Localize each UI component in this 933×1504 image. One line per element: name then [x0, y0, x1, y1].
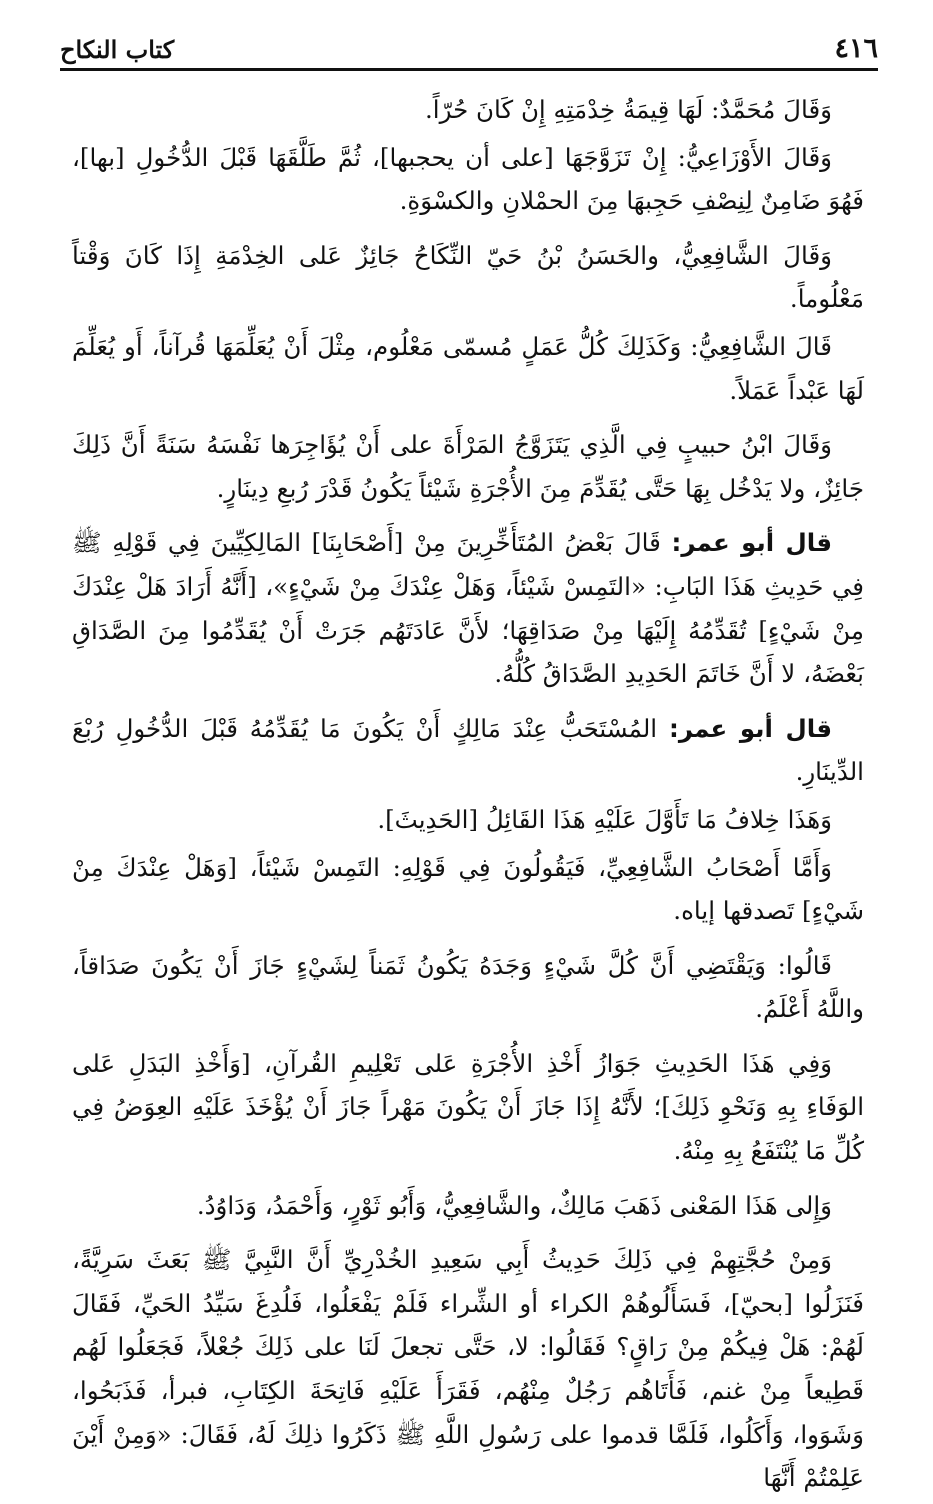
paragraph	[72, 707, 864, 794]
paragraph-text: قَالُوا: وَيَقْتَضِي أَنَّ كُلَّ شَيْءٍ وَجَدَهُ يَكُونُ ثَمَناً لِشَيْءٍ جَازَ أَنْ يَكُونَ صَدَاقاً، واللَّهُ أَعْلَمُ.	[72, 950, 864, 1024]
book-title: كتاب النكاح	[60, 35, 175, 64]
paragraph	[72, 521, 864, 695]
header-rule	[60, 68, 878, 71]
paragraph-speaker: قال أبو عمر:	[669, 713, 833, 743]
body-text	[72, 88, 864, 1504]
paragraph-speaker: قال أبو عمر:	[671, 528, 832, 558]
paragraph-text: وَإِلى هَذَا المَعْنى ذَهَبَ مَالِكٌ، والشَّافِعِيُّ، وَأَبُو ثَوْرٍ، وَأَحْمَدُ، وَدَاوُدُ.	[196, 1190, 832, 1220]
paragraph	[72, 423, 864, 510]
paragraph	[72, 1042, 864, 1173]
running-header	[60, 28, 878, 68]
paragraph-text: وَأَمَّا أَصْحَابُ الشَّافِعِيِّ، فَيَقُولُونَ فِي قَوْلِهِ: التَمِسْ شَيْئاً، [وَهَلْ عِنْدَكَ مِنْ شَيْءٍ] تَصدقها إياه.	[72, 852, 864, 926]
paragraph-text: وَهَذَا خِلافُ مَا تَأَوَّلَ عَلَيْهِ هَذَا القَائِلُ [الحَدِيثَ].	[377, 804, 832, 834]
paragraph	[72, 944, 864, 1031]
paragraph-text: قَالَ الشَّافِعِيُّ: وَكَذَلِكَ كُلُّ عَمَلٍ مُسمّى مَعْلُوم، مِثْلَ أَنْ يُعَلِّمَهَا قُرآناً، أَو يُعَلِّمَ لَهَا عَبْداً عَمَلاً.	[72, 331, 864, 405]
paragraph	[72, 798, 864, 842]
paragraph	[72, 1184, 864, 1228]
paragraph	[72, 846, 864, 933]
paragraph-text: وَقَالَ ابْنُ حبيبٍ فِي الَّذِي يَتَزَوَّجُ المَرْأَةَ على أَنْ يُؤَاجِرَها نَفْسَهُ سَنَةً أَنَّ ذَلِكَ جَائِزٌ، ولا يَدْخُل بِهَا حَتَّى يُقَدِّمَ مِنَ الأُجْرَةِ شَيْئاً يَكُونُ قَدْرَ رُبعِ دِينَارٍ.	[72, 430, 864, 503]
page-number: ٤١٦	[834, 33, 878, 64]
paragraph-text: وَقَالَ الشَّافِعِيُّ، والحَسَنُ بْنُ حَيّ النِّكَاحُ جَائِزٌ عَلى الخِدْمَةِ إِذَا كَانَ وَقْتاً مَعْلُوماً.	[72, 240, 864, 314]
paragraph-text: المُسْتَحَبُّ عِنْدَ مَالِكٍ أَنْ يَكُونَ مَا يُقَدِّمُهُ قَبْلَ الدُّخُولِ رُبْعَ الدِّينَارِ.	[72, 713, 864, 787]
paragraph	[72, 88, 864, 132]
paragraph-text: وَفِي هَذَا الحَدِيثِ جَوَازُ أَخْذِ الأُجْرَةِ عَلى تَعْلِيمِ القُرآنِ، [وَأَخْذِ البَدَلِ عَلى الوَفَاءِ بِهِ وَنَحْوِ ذَلِكَ]؛ لأَنَّهُ إِذَا جَازَ أَنْ يَكُونَ مَهْراً جَازَ أَنْ يُؤْخَذَ عَلَيْهِ العِوَضُ فِي كُلِّ مَا يُنْتَفَعُ بِهِ مِنْهُ.	[72, 1048, 865, 1166]
paragraph	[72, 1238, 864, 1500]
paragraph-text: وَقَالَ مُحَمَّدٌ: لَهَا قِيمَةُ خِدْمَتِهِ إِنْ كَانَ حُرّاً.	[424, 95, 832, 124]
paragraph	[72, 234, 864, 321]
paragraph	[72, 325, 864, 412]
paragraph-text: وَمِنْ حُجَّتِهِمْ فِي ذَلِكَ حَدِيثُ أَبِي سَعِيدِ الخُدْرِيِّ أَنَّ النَّبِيَّ ﷺ بَعَثَ سَرِيَّةً، فَنَزَلُوا [بحيّ]، فَسَأَلُوهُمْ الكراء أو الشِّراء فَلَمْ يَفْعَلُوا، فَلُدِغَ سَيِّدُ الحَيِّ، فَقَالَ لَهُمْ: هَلْ فِيكُمْ مِنْ رَاقٍ؟ فَقَالُوا: لا، حَتَّى تجعلَ لَنَا على ذَلِكَ جُعْلاً، فَجَعَلُوا لَهُم قَطِيعاً مِنْ غنم، فَأَتَاهُم رَجُلٌ مِنْهُم، فَقَرَأَ عَلَيْهِ فَاتِحَةَ الكِتَابِ، فبرأ، فَذَبَحُوا، وَشَوَوا، وَأَكَلُوا، فَلَمَّا قدموا على رَسُولِ اللَّهِ ﷺ ذَكَرُوا ذلِكَ لَهُ، فَقَالَ: «وَمِنْ أَيْنَ عَلِمْتُمْ أَنَّهَا	[72, 1245, 864, 1493]
paragraph	[72, 136, 864, 223]
paragraph-text: وَقَالَ الأَوْزَاعِيُّ: إِنْ تَزَوَّجَهَا [على أن يحجبها]، ثُمَّ طَلَّقَهَا قَبْلَ الدُّخُولِ [بها]، فَهُوَ ضَامِنٌ لِنِصْفِ حَجِبهَا مِنَ الحمْلانِ والكسْوَةِ.	[72, 142, 864, 216]
paragraph-text: قَالَ بَعْضُ المُتَأَخِّرِينَ مِنْ [أَصْحَابِنَا] المَالِكِيِّينَ فِي قَوْلِهِ ﷺ فِي حَدِيثِ هَذَا البَابِ: «التَمِسْ شَيْئاً، وَهَلْ عِنْدَكَ مِنْ شَيْءٍ»، [أَنَّهُ أَرَادَ هَلْ عِنْدَكَ مِنْ شَيْءٍ] تُقَدِّمُهُ إِلَيْهَا مِنْ صَدَاقِهَا؛ لأَنَّ عَادَتَهُم جَرَتْ أَنْ يُقَدِّمُوا مِنَ الصَّدَاقِ بَعْضَهُ، لا أَنَّ خَاتَمَ الحَدِيدِ الصَّدَاقُ كُلُّهُ.	[72, 528, 864, 689]
